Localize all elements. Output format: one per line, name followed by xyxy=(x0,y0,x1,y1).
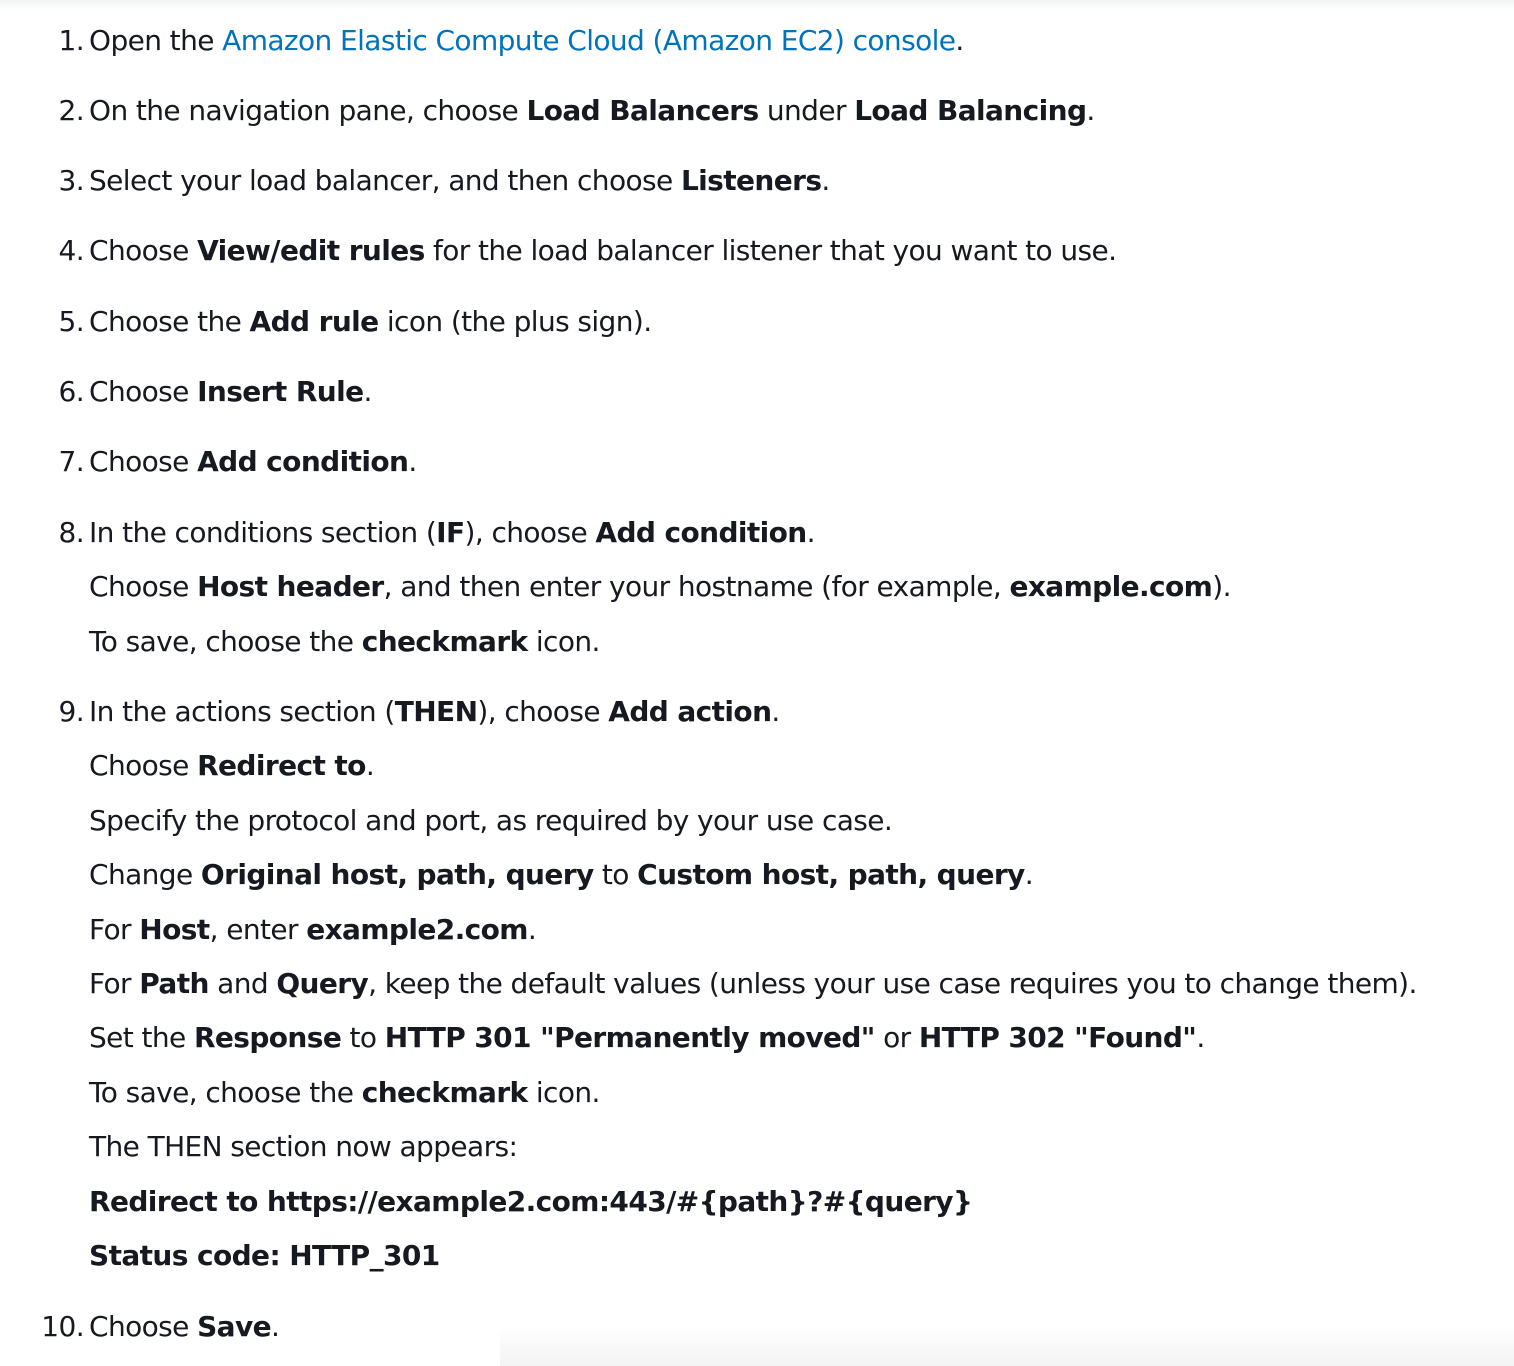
text-segment: For xyxy=(89,967,140,1000)
step-line xyxy=(89,305,652,339)
step-line xyxy=(89,625,600,659)
text-segment: . xyxy=(955,24,964,57)
text-segment: for the load balancer listener that you want to use. xyxy=(424,234,1117,267)
step-line xyxy=(89,749,374,783)
bold-term: Load Balancing xyxy=(854,94,1087,127)
step-line xyxy=(89,375,372,409)
text-segment: to xyxy=(341,1021,385,1054)
step-line xyxy=(89,234,1116,268)
bold-term: Add rule xyxy=(249,305,379,338)
text-segment: To save, choose the xyxy=(89,625,362,658)
step-number: 8. xyxy=(58,516,84,549)
text-segment: Choose xyxy=(89,570,198,603)
text-segment: On the navigation pane, choose xyxy=(89,94,527,127)
text-segment: . xyxy=(365,749,375,782)
text-segment: under xyxy=(758,94,855,127)
text-segment: or xyxy=(874,1021,919,1054)
bold-term: Host header xyxy=(197,570,384,603)
step-number: 2. xyxy=(58,94,84,127)
bold-term: Host xyxy=(139,913,210,946)
bold-term: Save xyxy=(197,1310,271,1343)
step-line xyxy=(89,1021,1205,1055)
bold-term: Response xyxy=(193,1021,342,1054)
text-segment: . xyxy=(527,913,537,946)
step-line xyxy=(89,1076,600,1110)
text-segment: In the actions section ( xyxy=(89,695,395,728)
top-fade xyxy=(0,0,1514,10)
text-segment: icon. xyxy=(527,625,600,658)
step-line xyxy=(89,913,536,947)
step-number: 1. xyxy=(58,24,84,57)
text-segment: and xyxy=(208,967,277,1000)
bold-term: Add action xyxy=(608,695,772,728)
bold-term: Path xyxy=(139,967,209,1000)
step-number: 9. xyxy=(58,695,84,728)
text-segment: . xyxy=(1024,858,1034,891)
step-number: 7. xyxy=(58,445,84,478)
bold-term: Add condition xyxy=(197,445,409,478)
step-line xyxy=(89,1239,440,1273)
bold-term: example.com xyxy=(1009,570,1213,603)
step-line xyxy=(89,804,892,838)
text-segment: . xyxy=(408,445,417,478)
step-number: 6. xyxy=(58,375,84,408)
bold-term: Redirect to https://example2.com:443/#{path}?#{query} xyxy=(89,1185,973,1218)
text-segment: . xyxy=(1196,1021,1205,1054)
text-segment: Choose the xyxy=(89,305,250,338)
step-line xyxy=(89,24,964,58)
step-line xyxy=(89,570,1231,604)
bold-term: THEN xyxy=(394,695,478,728)
text-segment: To save, choose the xyxy=(89,1076,362,1109)
step-number: 5. xyxy=(58,305,84,338)
bold-term: Query xyxy=(276,967,369,1000)
bold-term: example2.com xyxy=(306,913,528,946)
text-segment: . xyxy=(1086,94,1095,127)
text-segment: icon (the plus sign). xyxy=(378,305,652,338)
text-segment: Select your load balancer, and then choose xyxy=(89,164,681,197)
bold-term: HTTP 301 "Permanently moved" xyxy=(384,1021,875,1054)
step-line xyxy=(89,445,417,479)
text-segment: Choose xyxy=(89,445,198,478)
text-segment: , enter xyxy=(209,913,307,946)
bottom-shadow xyxy=(500,1326,1514,1366)
text-segment: . xyxy=(806,516,815,549)
bold-term: Status code: HTTP_301 xyxy=(89,1239,440,1272)
step-number: 4. xyxy=(58,234,84,267)
text-segment: , and then enter your hostname (for example, xyxy=(383,570,1010,603)
step-line xyxy=(89,164,830,198)
text-segment: Open the xyxy=(89,24,223,57)
text-segment: to xyxy=(593,858,638,891)
text-segment: . xyxy=(821,164,830,197)
text-segment: , keep the default values (unless your use case requires you to change them). xyxy=(368,967,1417,1000)
bold-term: Listeners xyxy=(680,164,822,197)
bold-term: Custom host, path, query xyxy=(637,858,1025,891)
bold-term: IF xyxy=(436,516,465,549)
text-segment: Set the xyxy=(89,1021,194,1054)
bold-term: checkmark xyxy=(361,1076,528,1109)
step-number: 10. xyxy=(41,1310,84,1343)
text-segment: ). xyxy=(1212,570,1231,603)
bold-term: checkmark xyxy=(361,625,528,658)
text-segment: icon. xyxy=(527,1076,600,1109)
text-segment: ), choose xyxy=(464,516,596,549)
bold-term: Insert Rule xyxy=(197,375,364,408)
text-segment: Choose xyxy=(89,234,198,267)
bold-term: HTTP 302 "Found" xyxy=(918,1021,1197,1054)
step-line xyxy=(89,1185,972,1219)
bold-term: Redirect to xyxy=(197,749,366,782)
text-segment: Choose xyxy=(89,375,198,408)
step-line xyxy=(89,695,780,729)
ec2-console-link[interactable]: Amazon Elastic Compute Cloud (Amazon EC2) console xyxy=(222,24,956,57)
step-line xyxy=(89,858,1033,892)
text-segment: ), choose xyxy=(477,695,609,728)
step-line xyxy=(89,967,1417,1001)
bold-term: Load Balancers xyxy=(526,94,759,127)
bold-term: View/edit rules xyxy=(197,234,425,267)
text-segment: . xyxy=(363,375,372,408)
text-segment: The THEN section now appears: xyxy=(89,1130,518,1163)
bold-term: Original host, path, query xyxy=(200,858,594,891)
step-line xyxy=(89,94,1095,128)
step-line xyxy=(89,516,815,550)
text-segment: Choose xyxy=(89,749,198,782)
text-segment: For xyxy=(89,913,140,946)
step-line xyxy=(89,1310,279,1344)
text-segment: Change xyxy=(89,858,201,891)
text-segment: Specify the protocol and port, as required by your use case. xyxy=(89,804,893,837)
text-segment: In the conditions section ( xyxy=(89,516,437,549)
text-segment: Choose xyxy=(89,1310,198,1343)
text-segment: . xyxy=(270,1310,280,1343)
step-number: 3. xyxy=(58,164,84,197)
step-line xyxy=(89,1130,517,1164)
text-segment: . xyxy=(771,695,780,728)
bold-term: Add condition xyxy=(595,516,807,549)
